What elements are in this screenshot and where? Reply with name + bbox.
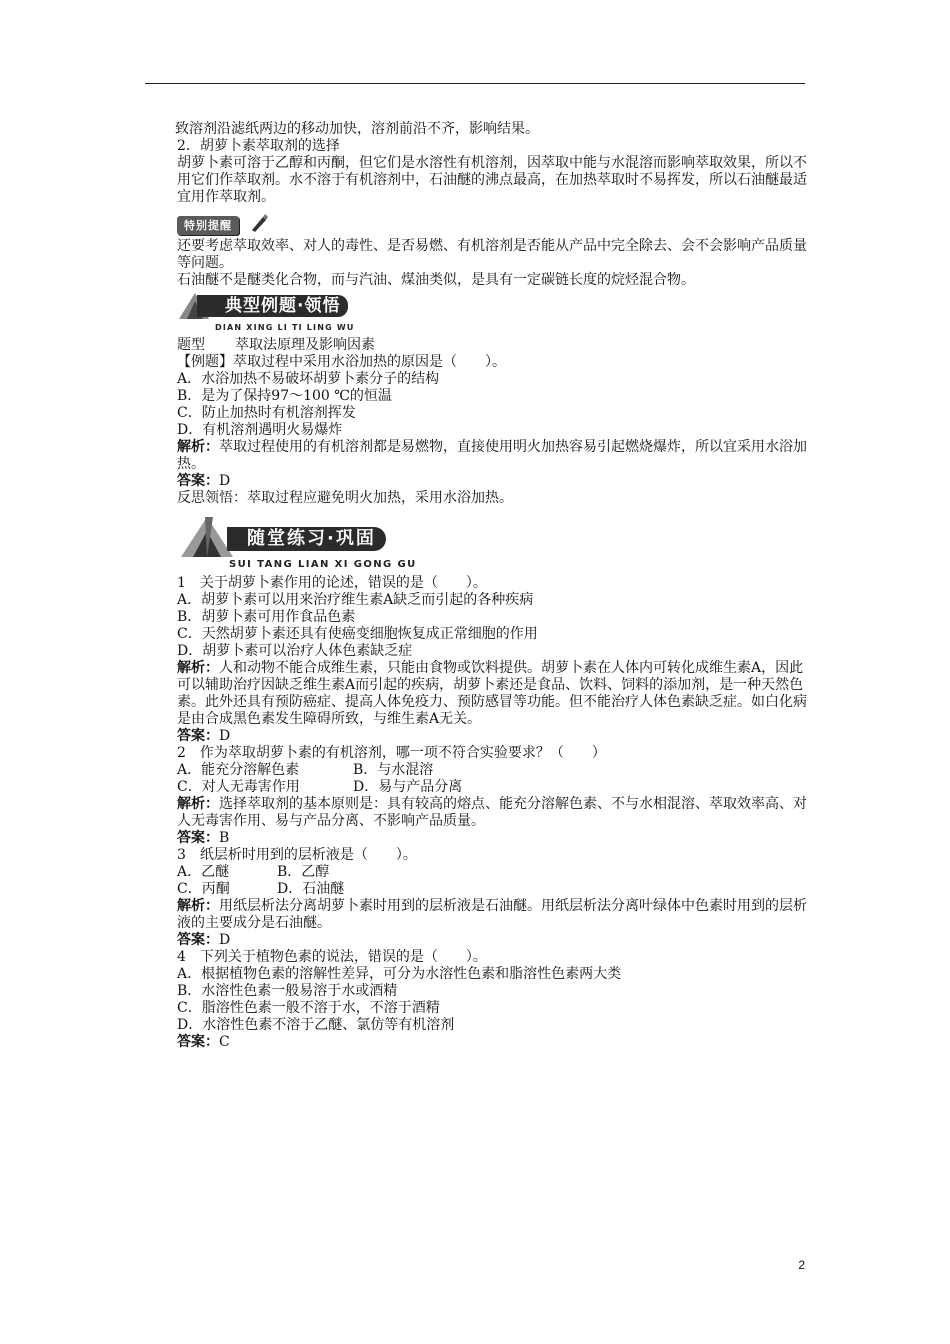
example-banner-title: 典型例题·领悟 bbox=[197, 295, 348, 317]
tip-text: 石油醚不是醚类化合物，而与汽油、煤油类似，是具有一定碳链长度的烷烃混合物。 bbox=[177, 272, 695, 288]
option: D．石油醚 bbox=[277, 881, 345, 897]
analysis-text: 萃取过程使用的有机溶剂都是易燃物，直接使用明火加热容易引起燃烧爆炸，所以宜采用水浴加热。 bbox=[177, 439, 807, 472]
text-line: 致溶剂沿滤纸两边的移动加快，溶剂前沿不齐，影响结果。 bbox=[175, 121, 539, 137]
answer-label: 答案： bbox=[177, 932, 219, 948]
section-heading: 2．胡萝卜素萃取剂的选择 bbox=[177, 138, 340, 154]
practice-answer bbox=[177, 1034, 807, 1051]
practice-banner-subtitle: SUI TANG LIAN XI GONG GU bbox=[229, 559, 417, 570]
analysis-label: 解析： bbox=[177, 796, 219, 812]
header-rule bbox=[145, 83, 805, 84]
example-analysis bbox=[177, 439, 807, 473]
paragraph: 胡萝卜素可溶于乙醇和丙酮，但它们是水溶性有机溶剂，因萃取中能与水混溶而影响萃取效果，所以不用它们作萃取剂。水不溶于有机溶剂中，石油醚的沸点最高，在加热萃取时不易挥发，所以石油醚最适宜用作萃取剂。 bbox=[177, 155, 807, 205]
option: A．乙醚 bbox=[177, 864, 230, 880]
answer-label: 答案： bbox=[177, 473, 219, 489]
page-content bbox=[177, 121, 807, 1051]
option: A．水浴加热不易破坏胡萝卜素分子的结构 bbox=[177, 371, 440, 387]
option: C．防止加热时有机溶剂挥发 bbox=[177, 405, 356, 421]
example-banner bbox=[177, 291, 807, 337]
tip-badge: 特别提醒 bbox=[177, 216, 239, 235]
answer-label: 答案： bbox=[177, 830, 219, 846]
option: A．胡萝卜素可以用来治疗维生素A缺乏而引起的各种疾病 bbox=[177, 592, 534, 608]
practice-answer bbox=[177, 830, 807, 847]
practice-analysis bbox=[177, 660, 807, 728]
option-row bbox=[177, 881, 807, 898]
example-question: 【例题】萃取过程中采用水浴加热的原因是（ ）。 bbox=[177, 354, 506, 370]
analysis-label: 解析： bbox=[177, 439, 219, 455]
tip-header bbox=[177, 208, 807, 238]
answer-label: 答案： bbox=[177, 1034, 219, 1050]
option: C．天然胡萝卜素还具有使癌变细胞恢复成正常细胞的作用 bbox=[177, 626, 538, 642]
option: A．能充分溶解色素 bbox=[177, 762, 300, 778]
option: A．根据植物色素的溶解性差异，可分为水溶性色素和脂溶性色素两大类 bbox=[177, 966, 622, 982]
option-row bbox=[177, 779, 807, 796]
option: C．对人无毒害作用 bbox=[177, 779, 300, 795]
pencil-icon bbox=[249, 212, 271, 234]
example-topic bbox=[177, 337, 807, 354]
practice-answer bbox=[177, 728, 807, 745]
analysis-text: 人和动物不能合成维生素，只能由食物或饮料提供。胡萝卜素在人体内可转化成维生素A，因此可以辅助治疗因缺乏维生素A而引起的疾病，胡萝卜素还是食品、饮料、饲料的添加剂，是一种天然色素。此外还具有预防癌症、提高人体免疫力、预防感冒等功能。但不能治疗人体色素缺乏症。如白化病是由合成黑色素发生障碍所致，与维生素A无关。 bbox=[177, 660, 807, 727]
analysis-text: 用纸层析法分离胡萝卜素时用到的层析液是石油醚。用纸层析法分离叶绿体中色素时用到的层析液的主要成分是石油醚。 bbox=[177, 898, 807, 931]
analysis-label: 解析： bbox=[177, 898, 219, 914]
practice-answer bbox=[177, 932, 807, 949]
option: D．有机溶剂遇明火易爆炸 bbox=[177, 422, 343, 438]
option: D．胡萝卜素可以治疗人体色素缺乏症 bbox=[177, 643, 413, 659]
tip-text: 还要考虑萃取效率、对人的毒性、是否易燃、有机溶剂是否能从产品中完全除去、会不会影响产品质量等问题。 bbox=[177, 238, 807, 271]
answer-value: B bbox=[219, 830, 230, 846]
practice-question: 3 纸层析时用到的层析液是（ ）。 bbox=[177, 847, 417, 863]
practice-banner-title: 随堂练习·巩固 bbox=[227, 527, 386, 551]
practice-question: 2 作为萃取胡萝卜素的有机溶剂，哪一项不符合实验要求？（ ） bbox=[177, 745, 606, 761]
page-number: 2 bbox=[798, 1258, 805, 1272]
option-row bbox=[177, 762, 807, 779]
option: B．乙醇 bbox=[277, 864, 330, 880]
option: D．易与产品分离 bbox=[353, 779, 463, 795]
option: D．水溶性色素不溶于乙醚、氯仿等有机溶剂 bbox=[177, 1017, 455, 1033]
practice-question: 1 关于胡萝卜素作用的论述，错误的是（ ）。 bbox=[177, 575, 487, 591]
option: B．与水混溶 bbox=[353, 762, 434, 778]
answer-label: 答案： bbox=[177, 728, 219, 744]
option: C．丙酮 bbox=[177, 881, 230, 897]
answer-value: D bbox=[219, 473, 231, 489]
answer-value: D bbox=[219, 932, 231, 948]
analysis-label: 解析： bbox=[177, 660, 219, 676]
answer-value: C bbox=[219, 1034, 230, 1050]
option-row bbox=[177, 864, 807, 881]
option: B．水溶性色素一般易溶于水或酒精 bbox=[177, 983, 398, 999]
topic-text: 萃取法原理及影响因素 bbox=[235, 337, 375, 353]
practice-banner bbox=[177, 521, 807, 575]
example-banner-subtitle: DIAN XING LI TI LING WU bbox=[215, 323, 355, 332]
practice-analysis bbox=[177, 796, 807, 830]
practice-question: 4 下列关于植物色素的说法，错误的是（ ）。 bbox=[177, 949, 487, 965]
option: C．脂溶性色素一般不溶于水，不溶于酒精 bbox=[177, 1000, 440, 1016]
example-answer bbox=[177, 473, 807, 490]
topic-label: 题型 bbox=[177, 337, 205, 353]
option: B．是为了保持97～100 ℃的恒温 bbox=[177, 388, 392, 404]
example-reflection: 反思领悟：萃取过程应避免明火加热，采用水浴加热。 bbox=[177, 490, 513, 506]
option: B．胡萝卜素可用作食品色素 bbox=[177, 609, 356, 625]
analysis-text: 选择萃取剂的基本原则是：具有较高的熔点、能充分溶解色素、不与水相混溶、萃取效率高、对人无毒害作用、易与产品分离、不影响产品质量。 bbox=[177, 796, 807, 829]
answer-value: D bbox=[219, 728, 231, 744]
practice-analysis bbox=[177, 898, 807, 932]
